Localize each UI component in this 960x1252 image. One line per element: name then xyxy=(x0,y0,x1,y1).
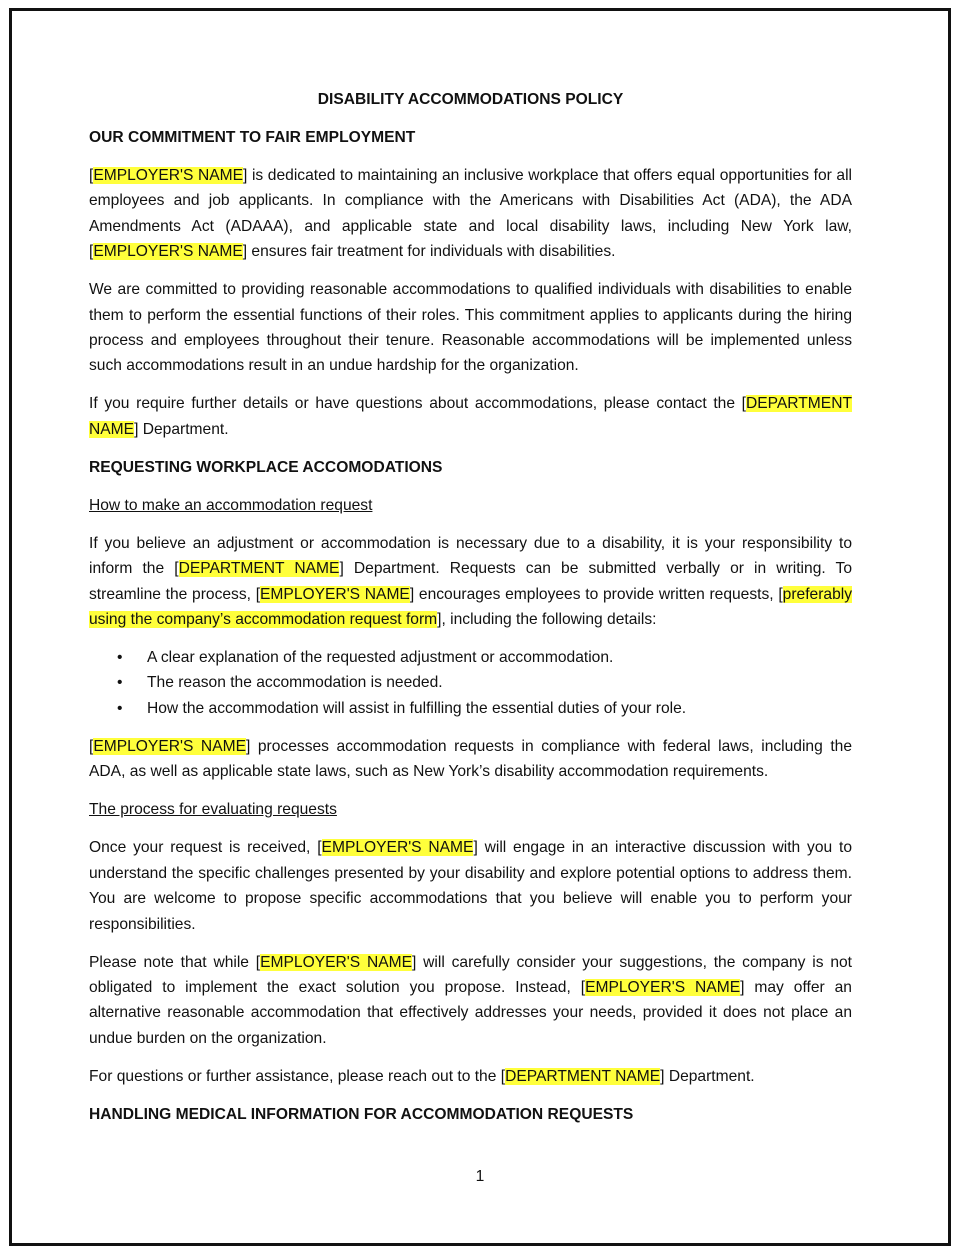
list-item: • How the accommodation will assist in fulfilling the essential duties of your role. xyxy=(89,696,852,721)
section-heading-requesting: REQUESTING WORKPLACE ACCOMODATIONS xyxy=(89,458,443,476)
placeholder-employer-name: EMPLOYER'S NAME xyxy=(585,978,741,996)
placeholder-employer-name: EMPLOYER'S NAME xyxy=(93,167,244,184)
placeholder-department-name: DEPARTMENT NAME xyxy=(89,395,852,438)
section-heading-medical: HANDLING MEDICAL INFORMATION FOR ACCOMMODATION REQUESTS xyxy=(89,1105,634,1123)
subheading-evaluating-requests: The process for evaluating requests xyxy=(89,801,337,819)
bullet-icon: • xyxy=(117,674,123,692)
bullet-icon: • xyxy=(117,699,123,717)
paragraph-requesting-2: [EMPLOYER'S NAME] processes accommodation requests in compliance with federal laws, including the ADA, as well as applicable state laws, such as New York’s disability accommodation requirements. xyxy=(89,737,853,781)
paragraph-commitment-2: We are committed to providing reasonable accommodations to qualified individuals with disabilities to enable them to perform the essential functions of their roles. This commitment applies to applicants during the hiring process and employees throughout their tenure. Reasonable accommodations will be implemented unless such accommodations result in an undue hardship for the organization. xyxy=(89,281,852,375)
placeholder-employer-name: EMPLOYER'S NAME xyxy=(260,585,410,603)
list-item: • The reason the accommodation is needed. xyxy=(89,670,852,695)
paragraph-requesting-5: For questions or further assistance, please reach out to the [DEPARTMENT NAME] Department. xyxy=(89,1067,755,1085)
placeholder-request-form: preferably using the company’s accommodation request form xyxy=(89,585,852,629)
details-list xyxy=(89,645,852,721)
paragraph-requesting-4: Please note that while [EMPLOYER'S NAME] will carefully consider your suggestions, the company is not obligated to implement the exact solution you propose. Instead, [EMPLOYER'S NAME] may offer an alternative reasonable accommodation that effectively addresses your needs, provided it does not place an undue burden on the organization. xyxy=(89,953,852,1047)
paragraph-commitment-1: [EMPLOYER'S NAME] is dedicated to maintaining an inclusive workplace that offers equal opportunities for all employees and job applicants. In compliance with the Americans with Disabilities Act (ADA), the ADA Amendments Act (ADAAA), and applicable state and local disability laws, including New York law, [EMPLOYER'S NAME] ensures fair treatment for individuals with disabilities. xyxy=(89,167,853,261)
document-page xyxy=(89,87,852,1140)
bullet-icon: • xyxy=(117,649,123,667)
placeholder-employer-name: EMPLOYER'S NAME xyxy=(321,839,474,857)
subheading-how-to-request: How to make an accommodation request xyxy=(89,496,373,514)
document-title: DISABILITY ACCOMMODATIONS POLICY xyxy=(317,91,624,108)
paragraph-requesting-3: Once your request is received, [EMPLOYER'S NAME] will engage in an interactive discussion with you to understand the specific challenges presented by your disability and explore potential options to address them. You are welcome to propose specific accommodations that you believe will enable you to perform your responsibilities. xyxy=(89,839,852,933)
section-heading-commitment: OUR COMMITMENT TO FAIR EMPLOYMENT xyxy=(89,129,416,146)
placeholder-employer-name: EMPLOYER'S NAME xyxy=(93,737,246,755)
placeholder-employer-name: EMPLOYER'S NAME xyxy=(93,243,243,261)
placeholder-employer-name: EMPLOYER'S NAME xyxy=(260,953,413,971)
paragraph-requesting-1: If you believe an adjustment or accommodation is necessary due to a disability, it is your responsibility to inform the [DEPARTMENT NAME] Department. Requests can be submitted verbally or in writing. To streamline the process, [EMPLOYER'S NAME] encourages employees to provide written requests, [preferably using the company’s accommodation request form], including the following details: xyxy=(89,534,852,629)
list-item: • A clear explanation of the requested adjustment or accommodation. xyxy=(89,645,852,670)
placeholder-department-name: DEPARTMENT NAME xyxy=(178,560,340,578)
page-number: 1 xyxy=(475,1168,485,1185)
placeholder-department-name: DEPARTMENT NAME xyxy=(505,1067,661,1085)
paragraph-commitment-3: If you require further details or have questions about accommodations, please contact the [DEPARTMENT NAME] Department. xyxy=(89,395,852,438)
